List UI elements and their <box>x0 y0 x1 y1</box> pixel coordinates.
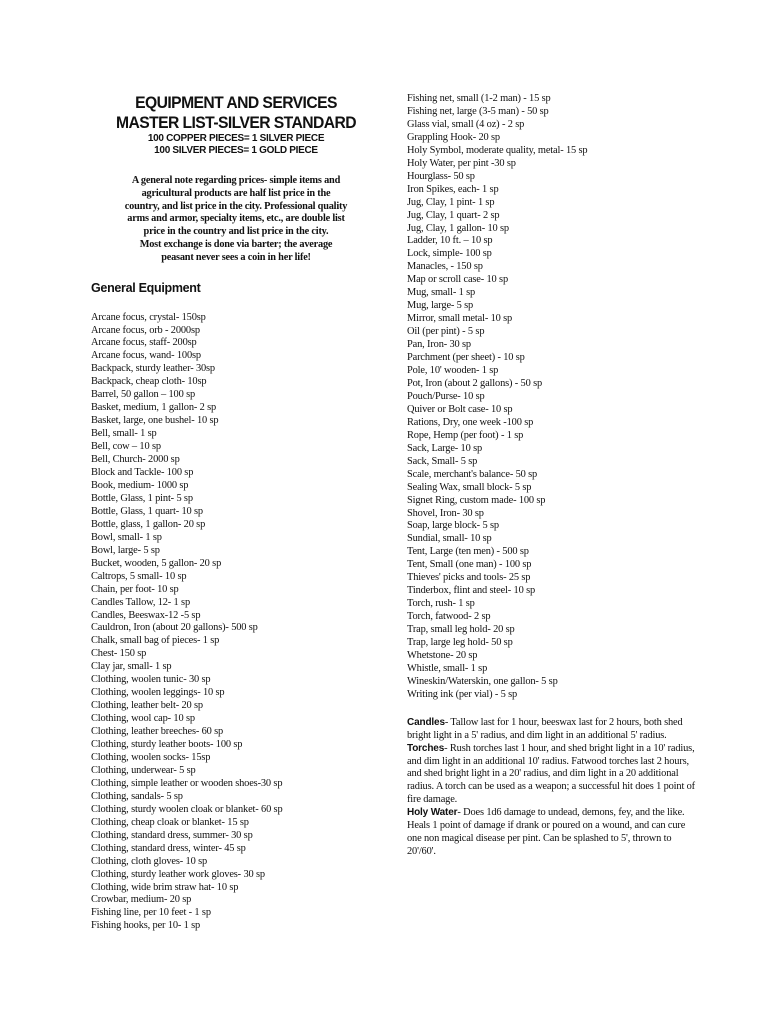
description-paragraph <box>407 807 697 859</box>
list-item: Arcane focus, wand- 100sp <box>91 350 201 362</box>
list-item: Clothing, sturdy woolen cloak or blanket- 60 sp <box>91 803 283 815</box>
list-item: Clothing, sturdy leather work gloves- 30 sp <box>91 868 265 880</box>
list-item: Arcane focus, crystal- 150sp <box>91 311 206 323</box>
note-line: price in the country and list price in the city. <box>143 226 329 238</box>
note-line: Most exchange is done via barter; the average <box>139 238 333 250</box>
list-item: Bucket, wooden, 5 gallon- 20 sp <box>91 557 222 569</box>
description-text: - Tallow last for 1 hour, beeswax last for 2 hours, both shed bright light in a 5' radius, and dim light in an additional 5' radius. <box>407 716 683 741</box>
list-item: Sack, Small- 5 sp <box>407 455 478 467</box>
list-item: Clothing, cloth gloves- 10 sp <box>91 855 208 867</box>
list-item: Quiver or Bolt case- 10 sp <box>407 403 513 415</box>
list-item: Pouch/Purse- 10 sp <box>407 390 485 402</box>
list-item: Torch, fatwood- 2 sp <box>407 611 491 623</box>
list-item: Trap, small leg hold- 20 sp <box>407 624 515 636</box>
right-column <box>407 93 697 859</box>
list-item: Soap, large block- 5 sp <box>407 520 499 532</box>
list-item: Chain, per foot- 10 sp <box>91 583 179 595</box>
list-item: Fishing net, large (3-5 man) - 50 sp <box>407 105 549 117</box>
list-item: Whistle, small- 1 sp <box>407 662 488 674</box>
list-item: Jug, Clay, 1 gallon- 10 sp <box>407 222 509 234</box>
list-item: Lock, simple- 100 sp <box>407 248 492 260</box>
note-line: A general note regarding prices- simple items and <box>131 175 341 186</box>
description-term: Candles <box>407 716 445 728</box>
list-item: Mug, large- 5 sp <box>407 300 474 312</box>
conversion-silver-gold: 100 SILVER PIECES= 1 GOLD PIECE <box>154 145 318 156</box>
list-item: Tent, Small (one man) - 100 sp <box>407 559 532 571</box>
list-item: Bowl, small- 1 sp <box>91 531 162 543</box>
list-item: Grappling Hook- 20 sp <box>407 131 500 143</box>
list-item: Bottle, Glass, 1 quart- 10 sp <box>91 505 203 517</box>
list-item: Bottle, Glass, 1 pint- 5 sp <box>91 492 193 504</box>
list-item: Tinderbox, flint and steel- 10 sp <box>407 585 536 597</box>
note-line: country, and list price in the city. Professional quality <box>124 200 348 212</box>
list-item: Writing ink (per vial) - 5 sp <box>407 688 518 700</box>
list-item: Pole, 10' wooden- 1 sp <box>407 365 499 377</box>
list-item: Clothing, leather breeches- 60 sp <box>91 726 224 738</box>
list-item: Whetstone- 20 sp <box>407 649 478 661</box>
left-column <box>91 93 381 933</box>
list-item: Basket, large, one bushel- 10 sp <box>91 415 219 427</box>
list-item: Holy Symbol, moderate quality, metal- 15 sp <box>407 144 588 156</box>
list-item: Candles Tallow, 12- 1 sp <box>91 596 190 608</box>
list-item: Clothing, woolen socks- 15sp <box>91 751 211 763</box>
list-item: Bowl, large- 5 sp <box>91 544 160 556</box>
list-item: Arcane focus, orb - 2000sp <box>91 324 200 336</box>
list-item: Basket, medium, 1 gallon- 2 sp <box>91 402 217 414</box>
list-item: Barrel, 50 gallon – 100 sp <box>91 389 196 401</box>
list-item: Rope, Hemp (per foot) - 1 sp <box>407 429 524 441</box>
list-item: Tent, Large (ten men) - 500 sp <box>407 546 529 558</box>
title-line-1: EQUIPMENT AND SERVICES <box>135 94 337 112</box>
list-item: Block and Tackle- 100 sp <box>91 467 194 479</box>
section-heading: General Equipment <box>91 280 201 295</box>
list-item: Bottle, glass, 1 gallon- 20 sp <box>91 518 206 530</box>
list-item: Clothing, wide brim straw hat- 10 sp <box>91 881 239 893</box>
item-descriptions <box>407 717 697 859</box>
list-item: Book, medium- 1000 sp <box>91 479 189 491</box>
list-item: Bell, cow – 10 sp <box>91 441 161 453</box>
list-item: Fishing line, per 10 feet - 1 sp <box>91 907 211 919</box>
note-line: arms and armor, specialty items, etc., are double list <box>127 213 345 225</box>
list-item: Bell, small- 1 sp <box>91 428 157 440</box>
note-line: agricultural products are half list price in the <box>141 187 331 199</box>
description-term: Torches <box>407 742 445 754</box>
list-item: Backpack, cheap cloth- 10sp <box>91 376 207 388</box>
list-item: Clothing, sandals- 5 sp <box>91 790 183 802</box>
list-item: Parchment (per sheet) - 10 sp <box>407 352 525 364</box>
note-line: peasant never sees a coin in her life! <box>161 251 311 263</box>
list-item: Mug, small- 1 sp <box>407 287 476 299</box>
list-item: Holy Water, per pint -30 sp <box>407 157 516 169</box>
list-item: Sack, Large- 10 sp <box>407 442 483 454</box>
list-item: Clothing, woolen leggings- 10 sp <box>91 687 225 699</box>
list-item: Candles, Beeswax-12 -5 sp <box>91 609 201 621</box>
list-item: Jug, Clay, 1 pint- 1 sp <box>407 196 495 208</box>
list-item: Pan, Iron- 30 sp <box>407 339 471 351</box>
list-item: Backpack, sturdy leather- 30sp <box>91 363 215 375</box>
list-item: Sealing Wax, small block- 5 sp <box>407 481 532 493</box>
list-item: Cauldron, Iron (about 20 gallons)- 500 sp <box>91 622 258 634</box>
list-item: Clothing, standard dress, winter- 45 sp <box>91 842 246 854</box>
pricing-note <box>91 175 381 265</box>
list-item: Scale, merchant's balance- 50 sp <box>407 468 538 480</box>
list-item: Bell, Church- 2000 sp <box>91 454 180 466</box>
title-line-2: MASTER LIST-SILVER STANDARD <box>115 114 357 132</box>
list-item: Fishing hooks, per 10- 1 sp <box>91 920 201 932</box>
list-item: Ladder, 10 ft. – 10 sp <box>407 235 493 247</box>
list-item: Thieves' picks and tools- 25 sp <box>407 572 531 584</box>
list-item: Sundial, small- 10 sp <box>407 533 492 545</box>
list-item: Signet Ring, custom made- 100 sp <box>407 494 546 506</box>
list-item: Chest- 150 sp <box>91 648 147 660</box>
list-item: Torch, rush- 1 sp <box>407 598 475 610</box>
list-item: Rations, Dry, one week -100 sp <box>407 416 534 428</box>
list-item: Hourglass- 50 sp <box>407 170 475 182</box>
list-item: Map or scroll case- 10 sp <box>407 274 508 286</box>
list-item: Glass vial, small (4 oz) - 2 sp <box>407 118 525 130</box>
list-item: Mirror, small metal- 10 sp <box>407 313 513 325</box>
list-item: Chalk, small bag of pieces- 1 sp <box>91 635 220 647</box>
list-item: Oil (per pint) - 5 sp <box>407 326 485 338</box>
list-item: Clothing, simple leather or wooden shoes-30 sp <box>91 777 283 789</box>
list-item: Clothing, sturdy leather boots- 100 sp <box>91 739 243 751</box>
list-item: Crowbar, medium- 20 sp <box>91 894 192 906</box>
description-term: Holy Water <box>407 807 458 819</box>
list-item: Manacles, - 150 sp <box>407 261 483 273</box>
description-paragraph <box>407 717 697 743</box>
list-item: Clothing, wool cap- 10 sp <box>91 713 195 725</box>
list-item: Clay jar, small- 1 sp <box>91 661 172 673</box>
list-item: Arcane focus, staff- 200sp <box>91 337 197 349</box>
description-text: - Does 1d6 damage to undead, demons, fey, and the like. Heals 1 point of damage if drank or poured on a wound, and can cure one non magical disease per pint. Can be splashed to 5', thrown to 20'/60'. <box>407 807 686 857</box>
list-item: Iron Spikes, each- 1 sp <box>407 183 499 195</box>
description-paragraph <box>407 743 697 808</box>
list-item: Clothing, underwear- 5 sp <box>91 764 196 776</box>
equipment-list-left <box>91 312 381 934</box>
conversion-copper-silver: 100 COPPER PIECES= 1 SILVER PIECE <box>147 133 325 144</box>
description-text: - Rush torches last 1 hour, and shed bright light in a 10' radius, and dim light in an additional 10' radius. Fatwood torches last 2 hours, and shed bright light in a 20' radius, and dim light in a 20 additional radius. A torch can be used as a weapon; a successful hit does 1 point of fire damage. <box>407 742 695 806</box>
list-item: Caltrops, 5 small- 10 sp <box>91 570 187 582</box>
list-item: Wineskin/Waterskin, one gallon- 5 sp <box>407 675 558 687</box>
list-item: Trap, large leg hold- 50 sp <box>407 637 513 649</box>
list-item: Clothing, woolen tunic- 30 sp <box>91 674 211 686</box>
equipment-list-right <box>407 93 697 702</box>
list-item: Jug, Clay, 1 quart- 2 sp <box>407 209 500 221</box>
list-item: Clothing, leather belt- 20 sp <box>91 700 203 712</box>
list-item: Pot, Iron (about 2 gallons) - 50 sp <box>407 377 543 389</box>
list-item: Fishing net, small (1-2 man) - 15 sp <box>407 93 551 104</box>
list-item: Shovel, Iron- 30 sp <box>407 507 484 519</box>
list-item: Clothing, cheap cloak or blanket- 15 sp <box>91 816 249 828</box>
list-item: Clothing, standard dress, summer- 30 sp <box>91 829 253 841</box>
